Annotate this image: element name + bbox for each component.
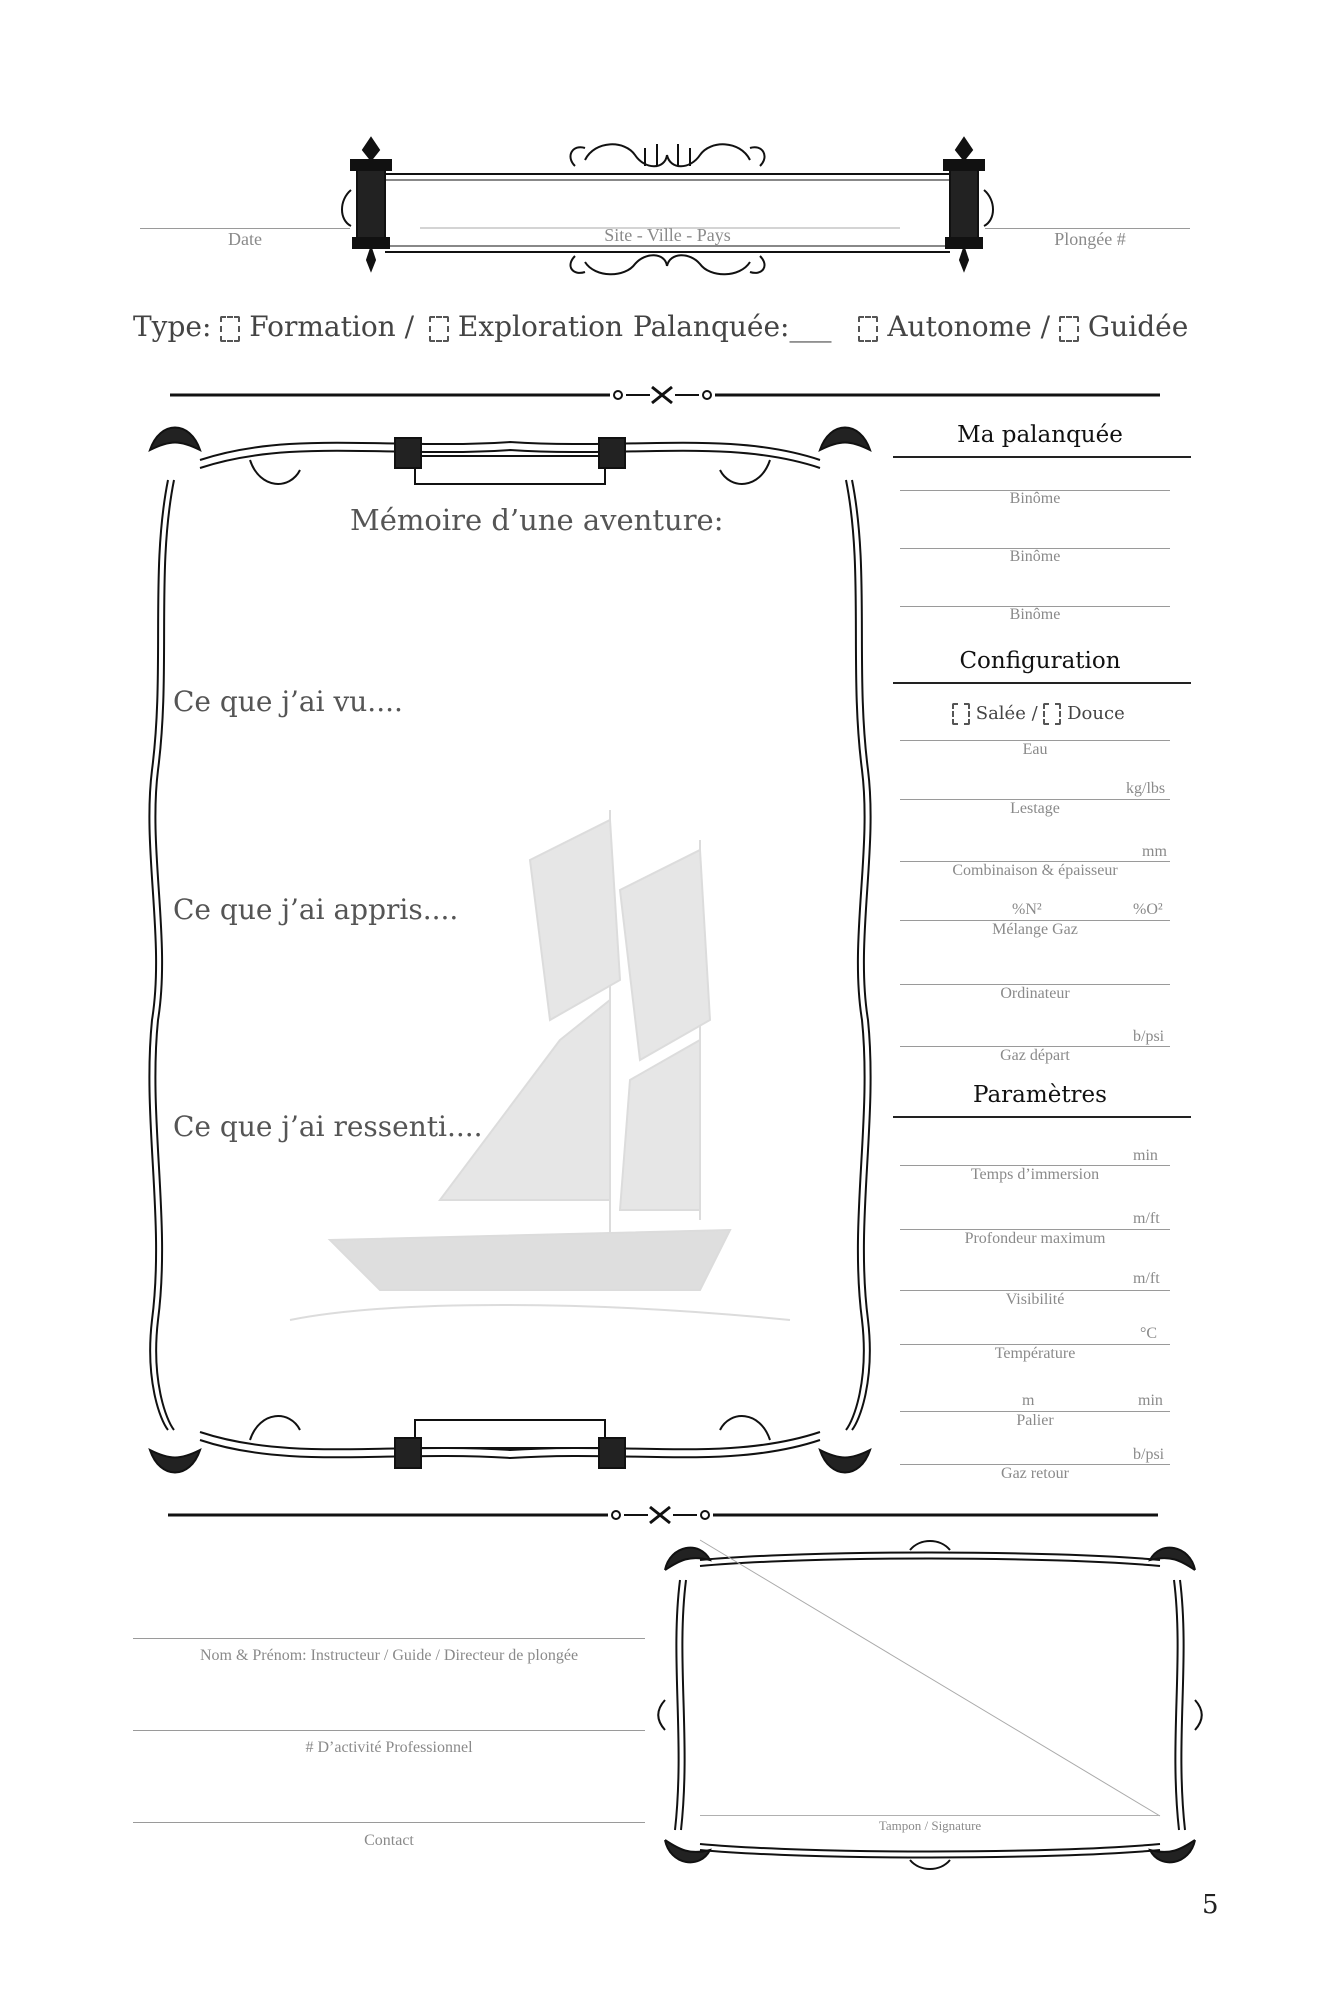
contact-line[interactable] [133,1822,645,1823]
prof-label: Profondeur maximum [964,1230,1106,1247]
contact-label: Contact [364,1832,414,1849]
gaz-retour-label: Gaz retour [1001,1465,1069,1482]
gaz-depart-unit: b/psi [1133,1028,1165,1045]
parametres-rule [893,1116,1191,1118]
n2-unit: %N² [1012,901,1042,918]
eau-label: Eau [1022,741,1048,758]
activity-line[interactable] [133,1730,645,1731]
site-label: Site - Ville - Pays [604,225,731,245]
binome-3-label: Binôme [1009,606,1061,623]
memoir-writing-area[interactable] [175,580,835,1430]
formation-checkbox[interactable] [220,316,240,342]
visi-label: Visibilité [1005,1291,1065,1308]
ma-palanquee-rule [893,456,1191,458]
type-row [133,310,623,343]
melange-label: Mélange Gaz [992,921,1078,938]
palier-min-unit: min [1138,1392,1163,1409]
guidee-checkbox[interactable] [1059,316,1079,342]
lestage-label: Lestage [1010,800,1060,817]
lestage-unit: kg/lbs [1126,780,1166,797]
memoir-title: Mémoire d’une aventure: [350,503,724,537]
ordinateur-label: Ordinateur [1000,985,1070,1002]
dive-number-label: Plongée # [1054,229,1126,249]
learned-prompt: Ce que j’ai appris.... [173,893,459,926]
configuration-rule [893,682,1191,684]
palier-label: Palier [1016,1412,1054,1429]
slash-label: / [1040,310,1051,343]
exploration-checkbox[interactable] [429,316,449,342]
instructor-line[interactable] [133,1638,645,1639]
temps-label: Temps d’immersion [970,1166,1100,1183]
section-divider-bottom [168,1505,1168,1525]
salee-checkbox[interactable] [952,703,970,725]
parametres-title: Paramètres [973,1082,1107,1108]
ma-palanquee-title: Ma palanquée [957,422,1123,448]
salee-label: Salée / [975,703,1038,724]
binome-2-label: Binôme [1009,548,1061,565]
temps-unit: min [1133,1147,1158,1164]
douce-label: Douce [1067,703,1125,724]
guidee-label: Guidée [1087,310,1189,343]
autonome-checkbox[interactable] [858,316,878,342]
douce-checkbox[interactable] [1043,703,1061,725]
palanquee-row [633,310,1188,343]
stamp-signature-area[interactable] [690,1570,1180,1810]
stamp-label: Tampon / Signature [878,1818,982,1833]
autonome-label: Autonome [887,310,1032,343]
section-divider-top [170,385,1170,405]
header-banner-ornament [345,130,990,278]
activity-label: # D’activité Professionnel [305,1739,473,1756]
combi-label: Combinaison & épaisseur [952,862,1118,879]
exploration-label: Exploration [457,310,624,343]
temp-unit: °C [1140,1325,1158,1342]
felt-prompt: Ce que j’ai ressenti.... [173,1110,483,1143]
stamp-signature-line [700,1815,1160,1816]
visi-unit: m/ft [1133,1270,1160,1287]
formation-label: Formation / [249,310,415,343]
water-type-row [952,703,1125,725]
configuration-title: Configuration [959,648,1121,674]
combi-unit: mm [1142,843,1167,860]
gaz-depart-label: Gaz départ [1000,1047,1070,1064]
seen-prompt: Ce que j’ai vu.... [173,685,403,718]
prof-unit: m/ft [1133,1210,1160,1227]
date-label: Date [228,229,262,249]
o2-unit: %O² [1133,901,1163,918]
page-number: 5 [1202,1890,1219,1920]
instructor-label: Nom & Prénom: Instructeur / Guide / Directeur de plongée [199,1647,579,1664]
palanquee-label[interactable]: Palanquée:___ [633,310,832,343]
temp-label: Température [994,1345,1076,1362]
type-label: Type: [133,310,212,343]
binome-1-label: Binôme [1009,490,1061,507]
palier-m-unit: m [1022,1392,1035,1409]
gaz-retour-unit: b/psi [1133,1446,1165,1463]
